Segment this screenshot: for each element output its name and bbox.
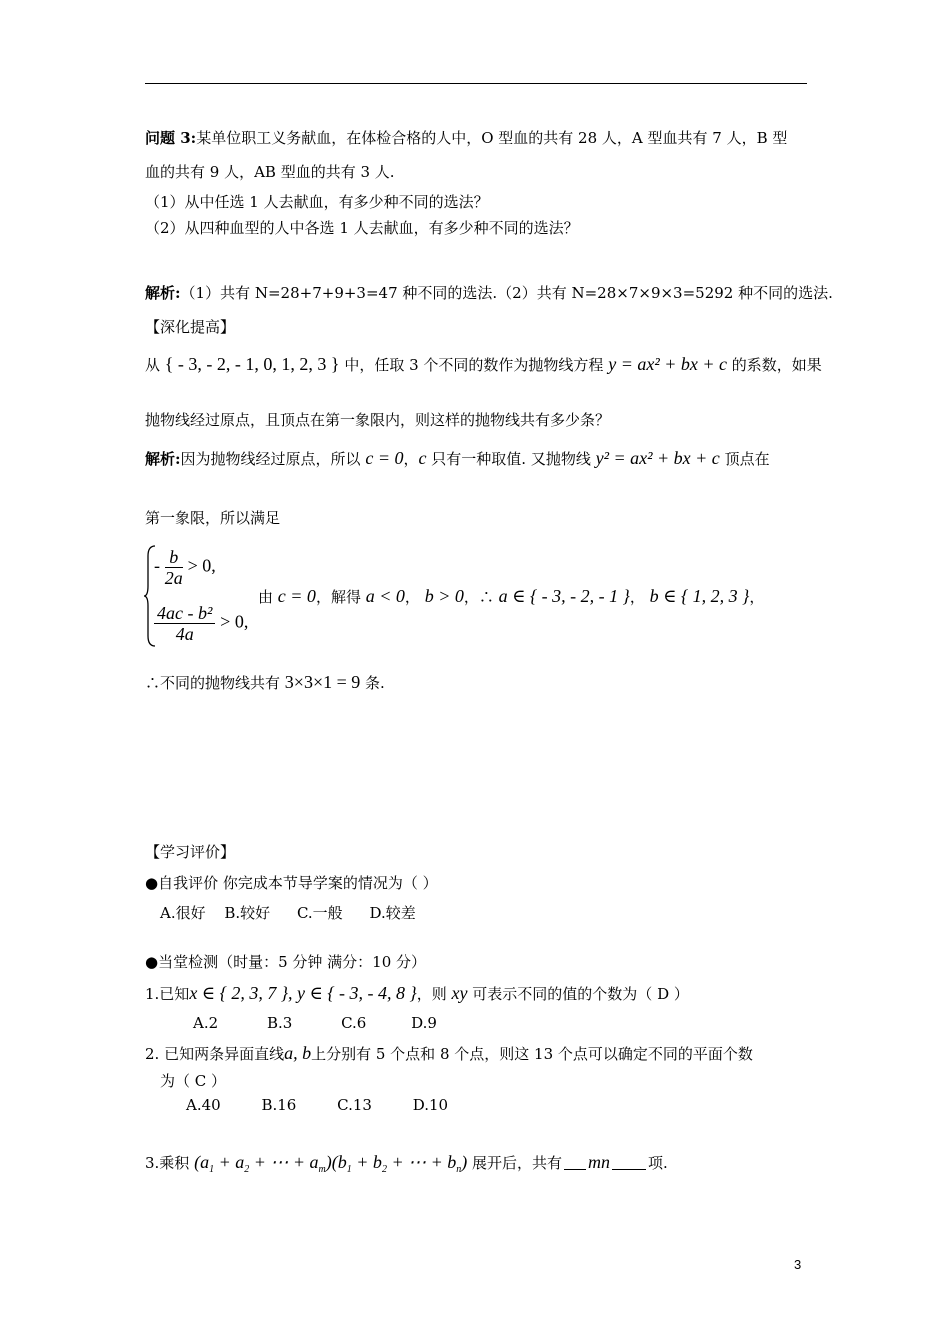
solution2-text3: 只有一种取值. 又抛物线 xyxy=(431,450,591,468)
solution2-label: 解析: xyxy=(145,450,181,468)
problem3-text2: 血的共有 9 人，AB 型血的共有 3 人. xyxy=(145,163,395,181)
deepen-header: 【深化提高】 xyxy=(145,318,236,336)
option-b[interactable]: B.较好 xyxy=(224,904,271,922)
inequality-2-rhs: > 0, xyxy=(220,611,249,632)
q2-prefix: 2. 已知两条异面直线 xyxy=(145,1045,285,1063)
solution2-text4: 顶点在 xyxy=(724,450,770,468)
by-text: 由 xyxy=(258,588,274,606)
fraction-4ac-b2-over-4a xyxy=(154,603,215,644)
q1-prefix: 1.已知 xyxy=(145,985,190,1003)
deepen-paragraph2: 抛物线经过原点，且顶点在第一象限内，则这样的抛物线共有多少条？ xyxy=(145,411,611,429)
header-rule xyxy=(145,83,807,84)
inequality-1 xyxy=(154,547,216,588)
comma-text-2: ， xyxy=(629,588,645,606)
class-check: ●当堂检测（时量：5 分钟 满分：10 分） xyxy=(145,953,427,971)
page-number: 3 xyxy=(794,1257,802,1272)
solution1 xyxy=(145,283,833,303)
q3-text: 展开后，共有 xyxy=(472,1154,563,1172)
problem3-q2: （2）从四种血型的人中各选 1 人去献血，有多少种不同的选法？ xyxy=(145,219,579,237)
fraction-b-over-2a xyxy=(165,547,183,588)
option-c[interactable]: C.一般 xyxy=(296,904,343,922)
count-expression: 3×3×1 = 9 xyxy=(284,672,361,692)
c-equals-zero: c = 0 xyxy=(365,448,404,468)
q2-text: 上分别有 5 个点和 8 个点，则这 13 个点可以确定不同的平面个数 xyxy=(311,1045,753,1063)
q2-option-d[interactable]: D.10 xyxy=(412,1096,449,1114)
answer-blank-right xyxy=(612,1169,646,1170)
q3-prefix: 3.乘积 xyxy=(145,1154,190,1172)
deepen-paragraph1 xyxy=(145,354,822,375)
q1-mid: ，则 xyxy=(416,985,447,1003)
q3-answer: mn xyxy=(588,1152,611,1172)
problem3-q1: （1）从中任选 1 人去献血，有多少种不同的选法？ xyxy=(145,193,489,211)
question-2 xyxy=(145,1043,753,1064)
q1-option-a[interactable]: A.2 xyxy=(193,1014,219,1032)
q1-xy: xy xyxy=(451,983,468,1003)
q1-option-c[interactable]: C.6 xyxy=(341,1014,367,1032)
q1-x-set: x ∈ { 2, 3, 7 } xyxy=(189,983,289,1003)
answer-blank-left xyxy=(564,1169,586,1170)
inequality-2 xyxy=(154,603,248,644)
c-equals-zero-2: c = 0 xyxy=(277,586,316,606)
q2-ab: a, b xyxy=(284,1043,312,1063)
q2-options xyxy=(186,1096,448,1114)
deepen-text-c: 的系数，如果 xyxy=(731,356,822,374)
q1-text: 可表示不同的值的个数为（ D ） xyxy=(472,985,689,1003)
q2-line2: 为（ C ） xyxy=(160,1072,227,1090)
parabola-equation: y = ax² + bx + c xyxy=(608,354,728,374)
problem3-label: 问题 3: xyxy=(145,129,197,147)
q3-product: ($a_1 + a_2$ + ⋯ + $a_m)(b_1 + b_2$ + ⋯ + $b_n$) xyxy=(194,1152,468,1175)
q2-option-b[interactable]: B.16 xyxy=(261,1096,297,1114)
option-d[interactable]: D.较差 xyxy=(369,904,416,922)
fraction-numerator: 4ac - b² xyxy=(154,603,215,624)
problem3-text1: 某单位职工义务献血，在体检合格的人中，O 型血的共有 28 人，A 型血共有 7 人，B 型 xyxy=(196,129,788,147)
comma-text-3: ， xyxy=(749,588,765,606)
self-evaluation: ●自我评价 你完成本节导学案的情况为（ ） xyxy=(145,874,438,892)
inequality-1-rhs: > 0, xyxy=(187,555,216,576)
number-set: { - 3, - 2, - 1, 0, 1, 2, 3 } xyxy=(164,354,340,374)
deepen-text-b: 中，任取 3 个不同的数作为抛物线方程 xyxy=(344,356,604,374)
solution1-text: （1）共有 N=28+7+9+3=47 种不同的选法.（2）共有 N=28×7×9×3=5292 种不同的选法. xyxy=(180,284,833,302)
parabola-equation-2: y² = ax² + bx + c xyxy=(595,448,720,468)
a-negative: a < 0 xyxy=(365,586,405,606)
question-1 xyxy=(145,983,689,1004)
q1-option-b[interactable]: B.3 xyxy=(266,1014,293,1032)
solution1-label: 解析: xyxy=(145,284,181,302)
a-set: a ∈ { - 3, - 2, - 1 } xyxy=(498,586,630,606)
therefore-symbol: ，∴ xyxy=(463,588,494,606)
solution2-text1: 因为抛物线经过原点，所以 xyxy=(180,450,361,468)
fraction-numerator: b xyxy=(165,547,183,568)
solution2-line1 xyxy=(145,448,770,469)
solution2-conclusion xyxy=(258,586,764,607)
deepen-text-a: 从 xyxy=(145,356,161,374)
count-text: ∴不同的抛物线共有 xyxy=(145,674,281,692)
q1-y-set: , y ∈ { - 3, - 4, 8 } xyxy=(288,983,417,1003)
q3-end: 项. xyxy=(648,1154,668,1172)
solution2-comma: ， xyxy=(403,450,419,468)
count-end: 条. xyxy=(365,674,385,692)
minus-sign: - xyxy=(154,555,160,576)
fraction-denominator: 2a xyxy=(164,568,183,588)
q1-option-d[interactable]: D.9 xyxy=(411,1014,437,1032)
c-variable: c xyxy=(418,448,427,468)
comma-text: ， xyxy=(404,588,420,606)
self-eval-options xyxy=(160,902,416,923)
evaluation-header: 【学习评价】 xyxy=(145,843,236,861)
fraction-denominator: 4a xyxy=(175,624,194,644)
q2-option-a[interactable]: A.40 xyxy=(186,1096,221,1114)
question-3 xyxy=(145,1152,668,1180)
solution2-text5: 第一象限，所以满足 xyxy=(145,509,281,527)
count-line xyxy=(145,672,385,693)
q2-option-c[interactable]: C.13 xyxy=(337,1096,372,1114)
problem3-line1 xyxy=(145,128,787,148)
b-set: b ∈ { 1, 2, 3 } xyxy=(649,586,750,606)
q1-options xyxy=(193,1014,437,1032)
option-a[interactable]: A.很好 xyxy=(160,904,206,922)
b-positive: b > 0 xyxy=(424,586,464,606)
solve-text: ，解得 xyxy=(315,588,361,606)
